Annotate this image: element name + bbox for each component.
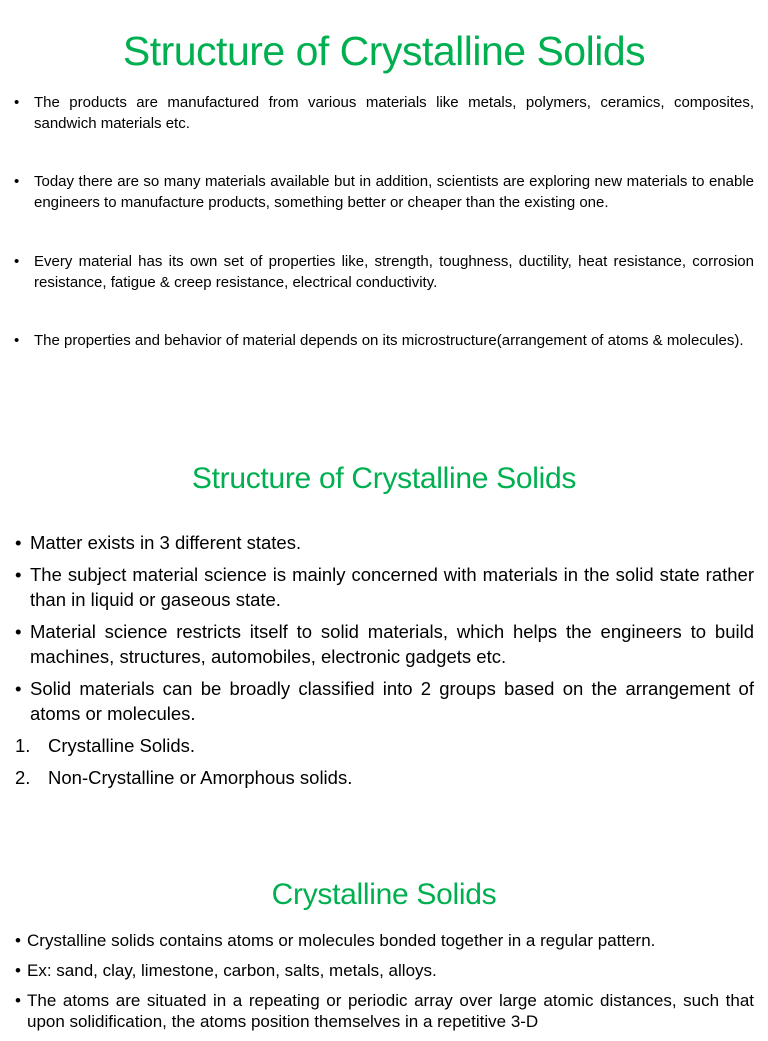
numbered-item: [15, 733, 754, 758]
bullet-list: [15, 530, 754, 797]
list-item: [14, 330, 754, 351]
bullet-icon: •: [14, 332, 20, 349]
item-number: 1.: [15, 735, 31, 756]
bullet-icon: •: [15, 564, 22, 585]
numbered-text: Non-Crystalline or Amorphous solids.: [48, 767, 353, 788]
list-item: [14, 171, 754, 213]
numbered-item: [15, 765, 754, 790]
list-item: [15, 930, 754, 951]
bullet-text: Today there are so many materials available but in addition, scientists are exploring new materials to enable engineers to manufacture products, something better or cheaper than the existing one.: [34, 173, 754, 211]
bullet-text: The properties and behavior of material depends on its microstructure(arrangement of atoms & molecules).: [34, 332, 744, 349]
list-item: [14, 251, 754, 293]
numbered-text: Crystalline Solids.: [48, 735, 196, 756]
slide-title: Crystalline Solids: [271, 878, 497, 911]
bullet-icon: •: [15, 991, 21, 1010]
list-item: [15, 676, 754, 726]
bullet-icon: •: [14, 173, 20, 190]
bullet-text: The atoms are situated in a repeating or periodic array over large atomic distances, such that upon solidification, the atoms position themselves in a repetitive 3-D: [27, 991, 754, 1031]
bullet-text: Material science restricts itself to solid materials, which helps the engineers to build machines, structures, automobiles, electronic gadgets etc.: [30, 621, 754, 667]
bullet-list: [14, 92, 754, 388]
slide-title: Structure of Crystalline Solids: [191, 462, 577, 495]
bullet-text: Every material has its own set of properties like, strength, toughness, ductility, heat resistance, corrosion resistance, fatigue & creep resistance, electrical conductivity.: [34, 253, 754, 291]
bullet-icon: •: [15, 961, 21, 980]
bullet-icon: •: [14, 94, 20, 111]
bullet-list: [15, 930, 754, 1041]
slide-crystalline-solids: [0, 876, 768, 1031]
bullet-icon: •: [15, 931, 21, 950]
list-item: [14, 92, 754, 134]
bullet-icon: •: [15, 678, 22, 699]
bullet-text: The subject material science is mainly concerned with materials in the solid state rather than in liquid or gaseous state.: [30, 564, 754, 610]
bullet-text: Matter exists in 3 different states.: [30, 532, 302, 553]
bullet-text: Crystalline solids contains atoms or molecules bonded together in a regular pattern.: [27, 931, 656, 950]
slide-states-of-matter: [0, 460, 768, 788]
list-item: [15, 960, 754, 981]
slide-title: Structure of Crystalline Solids: [122, 28, 646, 74]
bullet-text: Ex: sand, clay, limestone, carbon, salts, metals, alloys.: [27, 961, 437, 980]
bullet-text: The products are manufactured from various materials like metals, polymers, ceramics, composites, sandwich materials etc.: [34, 94, 754, 132]
bullet-text: Solid materials can be broadly classified into 2 groups based on the arrangement of atoms or molecules.: [30, 678, 754, 724]
bullet-icon: •: [15, 532, 22, 553]
slide-structure-intro: [0, 26, 768, 349]
list-item: [15, 990, 754, 1032]
item-number: 2.: [15, 767, 31, 788]
bullet-icon: •: [15, 621, 22, 642]
list-item: [15, 562, 754, 612]
list-item: [15, 530, 754, 555]
list-item: [15, 619, 754, 669]
bullet-icon: •: [14, 253, 20, 270]
